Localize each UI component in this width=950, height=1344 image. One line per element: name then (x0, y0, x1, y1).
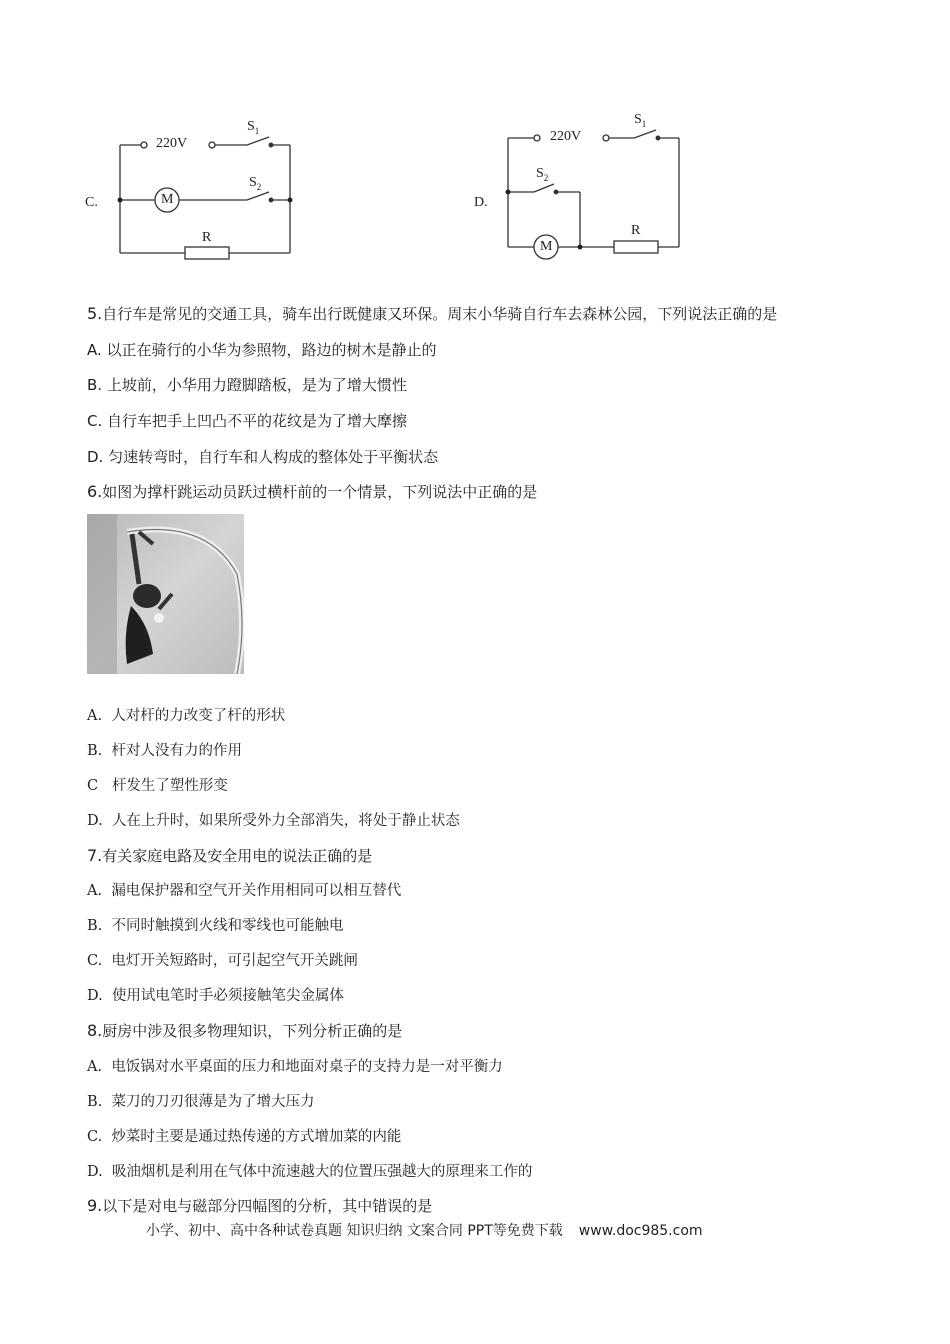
voltage-label: 220V (550, 129, 582, 144)
question-5-stem: 5.自行车是常见的交通工具，骑车出行既健康又环保。周末小华骑自行车去森林公园，下列说法正确的是 (87, 304, 778, 323)
option-c-label: C. (85, 195, 98, 210)
circuit-c-wires (85, 115, 315, 275)
circuit-diagram-c (85, 115, 315, 275)
question-9-stem: 9.以下是对电与磁部分四幅图的分析，其中错误的是 (87, 1196, 433, 1215)
question-6-stem: 6.如图为撑杆跳运动员跃过横杆前的一个情景，下列说法中正确的是 (87, 482, 538, 501)
circuit-diagram-d (474, 110, 704, 270)
voltage-label: 220V (156, 136, 188, 151)
question-7-option-d: D. 使用试电笔时手必须接触笔尖金属体 (87, 988, 344, 1004)
resistor-label: R (202, 230, 212, 245)
question-8-option-b: B. 菜刀的刀刃很薄是为了增大压力 (87, 1094, 315, 1110)
footer-text: 小学、初中、高中各种试卷真题 知识归纳 文案合同 PPT等免费下载 (146, 1223, 563, 1239)
question-7-stem: 7.有关家庭电路及安全用电的说法正确的是 (87, 846, 373, 865)
question-7-option-a: A. 漏电保护器和空气开关作用相同可以相互替代 (87, 883, 402, 899)
question-6-option-d: D. 人在上升时，如果所受外力全部消失，将处于静止状态 (87, 813, 460, 829)
footer-banner (146, 1220, 703, 1240)
switch-s1-label: $S_1$ (247, 119, 260, 136)
question-8-option-c: C. 炒菜时主要是通过热传递的方式增加菜的内能 (87, 1129, 402, 1145)
footer-url[interactable]: www.doc985.com (578, 1223, 703, 1239)
question-7-option-b: B. 不同时触摸到火线和零线也可能触电 (87, 918, 344, 934)
switch-s2-label: $S_2$ (536, 166, 549, 183)
question-6-option-c: C 杆发生了塑性形变 (87, 778, 228, 794)
switch-s1-label: $S_1$ (634, 112, 647, 129)
question-5-option-c: C. 自行车把手上凹凸不平的花纹是为了增大摩擦 (87, 412, 408, 430)
question-7-option-c: C. 电灯开关短路时，可引起空气开关跳闸 (87, 953, 358, 969)
question-8-option-d: D. 吸油烟机是利用在气体中流速越大的位置压强越大的原理来工作的 (87, 1164, 533, 1180)
question-5-option-a: A. 以正在骑行的小华为参照物，路边的树木是静止的 (87, 341, 437, 359)
option-d-label: D. (474, 195, 488, 210)
question-6-option-b: B. 杆对人没有力的作用 (87, 743, 242, 759)
question-6-option-a: A. 人对杆的力改变了杆的形状 (87, 708, 286, 724)
motor-label: M (161, 192, 174, 207)
motor-label: M (540, 239, 553, 254)
pole-vault-photo (87, 514, 244, 674)
switch-s2-label: $S_2$ (249, 175, 262, 192)
circuit-d-wires (474, 110, 704, 270)
question-5-option-d: D. 匀速转弯时，自行车和人构成的整体处于平衡状态 (87, 448, 439, 466)
pole-vault-image (87, 514, 244, 674)
question-5-option-b: B. 上坡前，小华用力蹬脚踏板，是为了增大惯性 (87, 376, 407, 394)
question-8-option-a: A. 电饭锅对水平桌面的压力和地面对桌子的支持力是一对平衡力 (87, 1059, 503, 1075)
resistor-label: R (631, 223, 641, 238)
question-8-stem: 8.厨房中涉及很多物理知识，下列分析正确的是 (87, 1021, 403, 1040)
